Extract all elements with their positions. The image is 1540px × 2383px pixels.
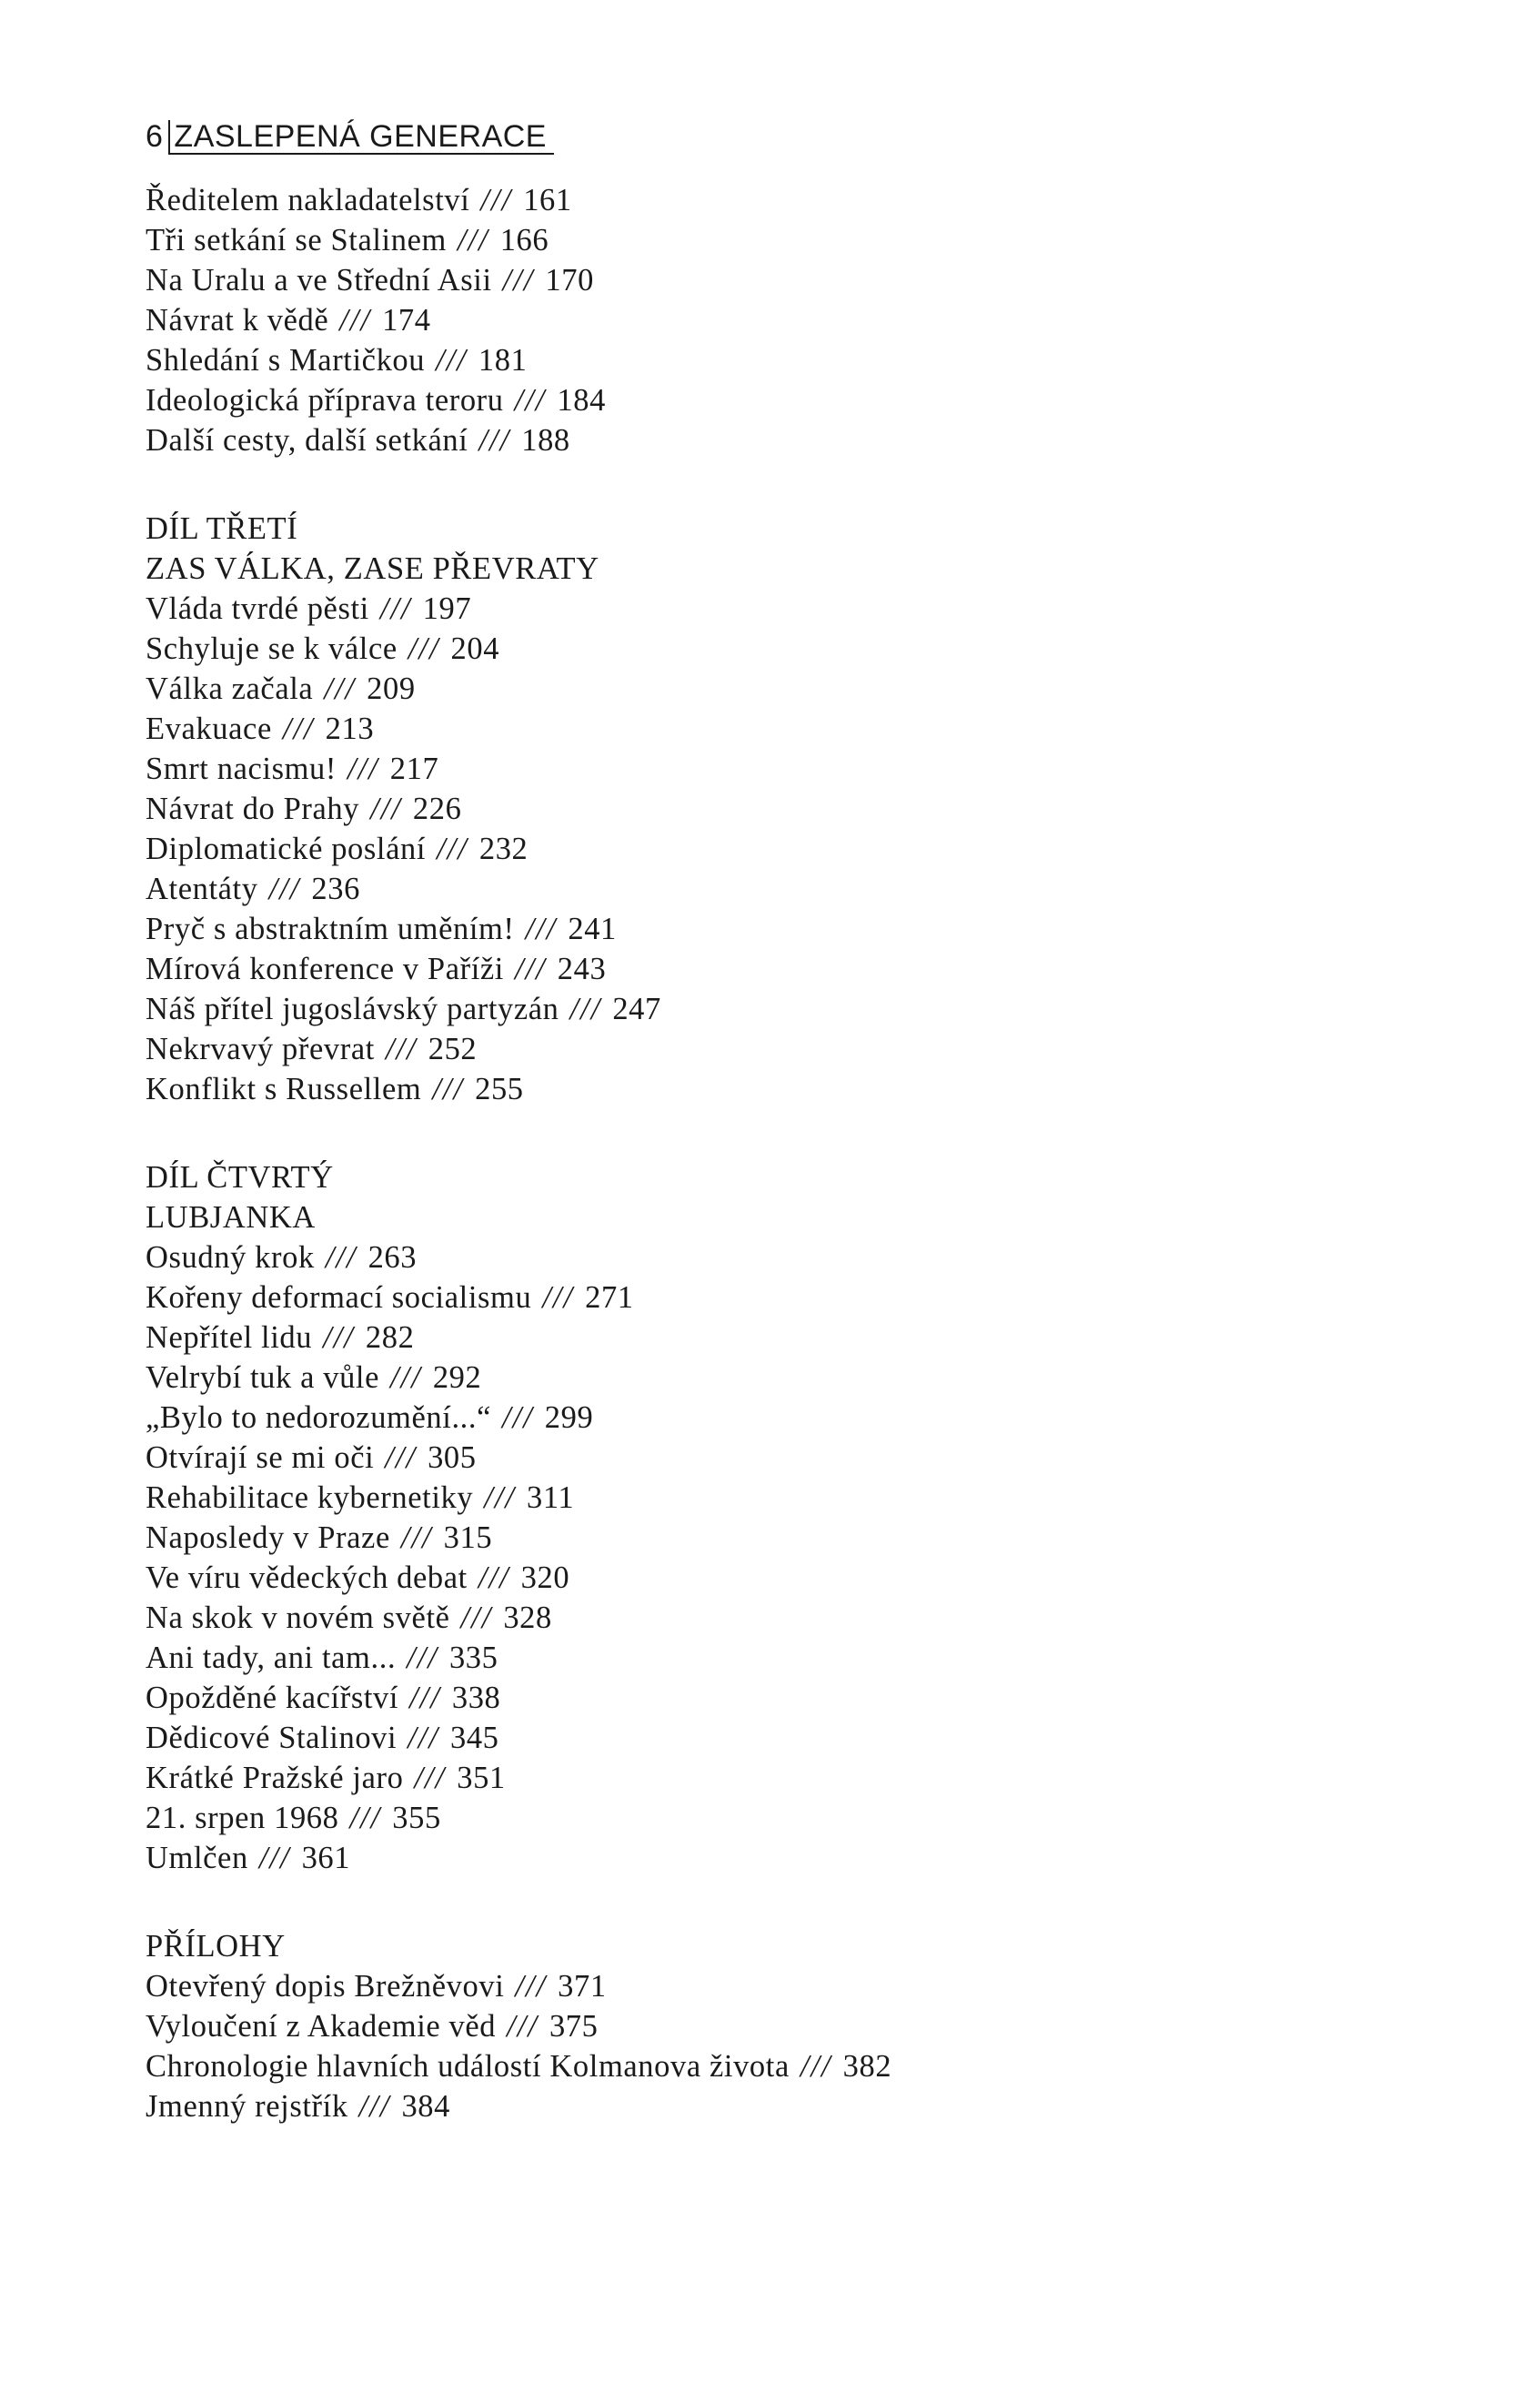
toc-entry xyxy=(146,1358,1419,1398)
toc-block-continued xyxy=(146,180,1419,460)
spacer xyxy=(146,1878,1419,1926)
entry-title: Konflikt s Russellem xyxy=(146,1072,422,1106)
entry-separator: /// xyxy=(409,1681,441,1715)
entry-page-number: 188 xyxy=(521,423,570,458)
entry-title: Další cesty, další setkání xyxy=(146,423,468,458)
toc-entry xyxy=(146,1518,1419,1558)
entry-separator: /// xyxy=(480,183,513,217)
toc-entry xyxy=(146,1598,1419,1638)
entry-separator: /// xyxy=(457,223,489,257)
toc-entry xyxy=(146,749,1419,789)
entry-separator: /// xyxy=(282,712,315,746)
toc-entry xyxy=(146,1838,1419,1878)
entry-page-number: 282 xyxy=(365,1320,415,1355)
entry-title: Otvírají se mi oči xyxy=(146,1440,375,1475)
entry-page-number: 315 xyxy=(443,1520,493,1555)
entry-separator: /// xyxy=(436,343,468,378)
entry-title: Na Uralu a ve Střední Asii xyxy=(146,263,492,298)
entry-page-number: 271 xyxy=(585,1280,634,1315)
entry-title: Ředitelem nakladatelství xyxy=(146,183,470,217)
entry-title: Ani tady, ani tam... xyxy=(146,1641,397,1675)
entry-title: Nekrvavý převrat xyxy=(146,1032,375,1066)
entry-separator: /// xyxy=(507,2009,538,2044)
entry-separator: /// xyxy=(542,1280,575,1315)
entry-page-number: 252 xyxy=(428,1032,478,1066)
entry-separator: /// xyxy=(408,1721,439,1755)
entry-title: Osudný krok xyxy=(146,1240,315,1275)
part-heading: DÍL TŘETÍ xyxy=(146,511,298,546)
toc-entry xyxy=(146,1798,1419,1838)
entry-page-number: 174 xyxy=(382,303,431,338)
toc-entry xyxy=(146,789,1419,829)
toc-entry xyxy=(146,589,1419,629)
entry-page-number: 351 xyxy=(457,1761,506,1795)
toc-block-appendix xyxy=(146,1966,1419,2126)
toc-entry xyxy=(146,1398,1419,1438)
entry-page-number: 170 xyxy=(545,263,594,298)
entry-page-number: 335 xyxy=(448,1641,498,1675)
toc-entry xyxy=(146,2006,1419,2046)
entry-separator: /// xyxy=(407,1641,438,1675)
toc-entry xyxy=(146,1478,1419,1518)
entry-page-number: 197 xyxy=(422,591,472,626)
entry-page-number: 161 xyxy=(523,183,572,217)
entry-page-number: 382 xyxy=(842,2049,892,2084)
entry-title: Pryč s abstraktním uměním! xyxy=(146,912,515,946)
entry-separator: /// xyxy=(414,1761,447,1795)
entry-page-number: 311 xyxy=(527,1480,575,1515)
entry-title: Jmenný rejstřík xyxy=(146,2089,348,2124)
entry-separator: /// xyxy=(502,263,535,298)
toc-entry xyxy=(146,1558,1419,1598)
entry-separator: /// xyxy=(349,1801,382,1835)
entry-separator: /// xyxy=(324,671,357,706)
toc-entry xyxy=(146,1069,1419,1109)
toc-entry xyxy=(146,1758,1419,1798)
entry-separator: /// xyxy=(323,1320,355,1355)
entry-separator: /// xyxy=(325,1240,357,1275)
toc-entry xyxy=(146,340,1419,380)
entry-page-number: 305 xyxy=(428,1440,477,1475)
toc-entry xyxy=(146,1966,1419,2006)
spacer xyxy=(146,460,1419,509)
entry-title: Mírová konference v Paříži xyxy=(146,952,504,986)
entry-separator: /// xyxy=(514,383,547,418)
entry-title: 21. srpen 1968 xyxy=(146,1801,339,1835)
entry-title: Vláda tvrdé pěsti xyxy=(146,591,369,626)
entry-title: Chronologie hlavních událostí Kolmanova života xyxy=(146,2049,790,2084)
entry-separator: /// xyxy=(515,1969,548,2004)
part-title: LUBJANKA xyxy=(146,1200,316,1235)
toc-entry xyxy=(146,2086,1419,2126)
entry-page-number: 371 xyxy=(558,1969,607,2004)
entry-page-number: 361 xyxy=(301,1841,351,1875)
toc-entry xyxy=(146,180,1419,220)
toc-entry xyxy=(146,1718,1419,1758)
toc-entry xyxy=(146,1237,1419,1277)
entry-title: Dědicové Stalinovi xyxy=(146,1721,398,1755)
entry-separator: /// xyxy=(379,591,412,626)
entry-page-number: 241 xyxy=(568,912,617,946)
entry-title: Atentáty xyxy=(146,872,258,906)
entry-separator: /// xyxy=(358,2089,391,2124)
entry-separator: /// xyxy=(525,912,558,946)
entry-title: Vyloučení z Akademie věd xyxy=(146,2009,497,2044)
entry-title: Shledání s Martičkou xyxy=(146,343,426,378)
entry-separator: /// xyxy=(347,752,379,786)
entry-title: Schyluje se k válce xyxy=(146,631,398,666)
entry-title: Na skok v novém světě xyxy=(146,1600,450,1635)
entry-title: Ideologická příprava teroru xyxy=(146,383,504,418)
entry-separator: /// xyxy=(268,872,301,906)
entry-title: „Bylo to nedorozumění...“ xyxy=(146,1400,492,1435)
entry-page-number: 375 xyxy=(549,2009,599,2044)
toc-entry xyxy=(146,260,1419,300)
entry-separator: /// xyxy=(484,1480,516,1515)
entry-separator: /// xyxy=(800,2049,832,2084)
toc-entry xyxy=(146,1438,1419,1478)
toc-entry xyxy=(146,1029,1419,1069)
entry-page-number: 181 xyxy=(478,343,528,378)
entry-page-number: 345 xyxy=(449,1721,499,1755)
entry-separator: /// xyxy=(478,1560,510,1595)
entry-title: Umlčen xyxy=(146,1841,248,1875)
toc-entry xyxy=(146,949,1419,989)
entry-page-number: 217 xyxy=(389,752,439,786)
entry-page-number: 328 xyxy=(503,1600,552,1635)
entry-page-number: 213 xyxy=(325,712,375,746)
entry-separator: /// xyxy=(385,1440,418,1475)
toc-entry xyxy=(146,829,1419,869)
book-title: ZASLEPENÁ GENERACE xyxy=(168,120,554,155)
entry-separator: /// xyxy=(515,952,547,986)
toc-entry xyxy=(146,869,1419,909)
toc-entry xyxy=(146,1277,1419,1318)
entry-separator: /// xyxy=(502,1400,534,1435)
entry-title: Návrat k vědě xyxy=(146,303,329,338)
entry-separator: /// xyxy=(258,1841,291,1875)
entry-title: Diplomatické poslání xyxy=(146,832,427,866)
entry-separator: /// xyxy=(390,1360,422,1395)
entry-separator: /// xyxy=(478,423,511,458)
entry-page-number: 384 xyxy=(401,2089,450,2124)
entry-separator: /// xyxy=(432,1072,465,1106)
toc-entry xyxy=(146,629,1419,669)
toc-block-part3 xyxy=(146,589,1419,1109)
entry-separator: /// xyxy=(385,1032,418,1066)
entry-separator: /// xyxy=(339,303,372,338)
entry-title: Velrybí tuk a vůle xyxy=(146,1360,380,1395)
entry-page-number: 338 xyxy=(451,1681,501,1715)
entry-separator: /// xyxy=(370,792,402,826)
entry-page-number: 226 xyxy=(412,792,462,826)
entry-page-number: 204 xyxy=(450,631,500,666)
entry-page-number: 355 xyxy=(392,1801,441,1835)
entry-title: Ve víru vědeckých debat xyxy=(146,1560,468,1595)
entry-title: Opožděné kacířství xyxy=(146,1681,399,1715)
toc-entry xyxy=(146,1678,1419,1718)
entry-title: Válka začala xyxy=(146,671,314,706)
entry-title: Tři setkání se Stalinem xyxy=(146,223,447,257)
toc-entry xyxy=(146,669,1419,709)
toc-entry xyxy=(146,420,1419,460)
contents-page xyxy=(146,111,1419,2126)
entry-title: Nepřítel lidu xyxy=(146,1320,313,1355)
entry-separator: /// xyxy=(408,631,440,666)
entry-title: Naposledy v Praze xyxy=(146,1520,390,1555)
entry-page-number: 263 xyxy=(367,1240,418,1275)
entry-title: Krátké Pražské jaro xyxy=(146,1761,404,1795)
toc-entry xyxy=(146,220,1419,260)
toc-entry xyxy=(146,300,1419,340)
spacer xyxy=(146,1109,1419,1157)
entry-page-number: 292 xyxy=(432,1360,482,1395)
entry-page-number: 232 xyxy=(478,832,528,866)
toc-block-part4 xyxy=(146,1237,1419,1878)
entry-title: Návrat do Prahy xyxy=(146,792,360,826)
entry-page-number: 184 xyxy=(557,383,606,418)
entry-title: Evakuace xyxy=(146,712,272,746)
entry-title: Kořeny deformací socialismu xyxy=(146,1280,532,1315)
entry-page-number: 209 xyxy=(367,671,416,706)
entry-title: Smrt nacismu! xyxy=(146,752,337,786)
entry-title: Otevřený dopis Brežněvovi xyxy=(146,1969,505,2004)
part-heading: DÍL ČTVRTÝ xyxy=(146,1160,334,1195)
toc-entry xyxy=(146,1638,1419,1678)
toc-entry xyxy=(146,709,1419,749)
toc-entry xyxy=(146,1318,1419,1358)
entry-page-number: 255 xyxy=(475,1072,524,1106)
entry-title: Rehabilitace kybernetiky xyxy=(146,1480,474,1515)
entry-page-number: 247 xyxy=(612,992,661,1026)
entry-separator: /// xyxy=(400,1520,433,1555)
toc-entry xyxy=(146,2046,1419,2086)
entry-page-number: 299 xyxy=(544,1400,594,1435)
entry-page-number: 236 xyxy=(311,872,360,906)
entry-title: Náš přítel jugoslávský partyzán xyxy=(146,992,559,1026)
toc-entry xyxy=(146,989,1419,1029)
part-title: ZAS VÁLKA, ZASE PŘEVRATY xyxy=(146,551,599,586)
entry-separator: /// xyxy=(460,1600,493,1635)
page-number: 6 xyxy=(146,119,164,154)
running-head xyxy=(146,111,1419,155)
appendix-heading: PŘÍLOHY xyxy=(146,1929,286,1964)
toc-entry xyxy=(146,380,1419,420)
entry-page-number: 166 xyxy=(499,223,549,257)
entry-page-number: 243 xyxy=(557,952,607,986)
entry-separator: /// xyxy=(437,832,468,866)
entry-separator: /// xyxy=(569,992,602,1026)
toc-entry xyxy=(146,909,1419,949)
entry-page-number: 320 xyxy=(520,1560,570,1595)
